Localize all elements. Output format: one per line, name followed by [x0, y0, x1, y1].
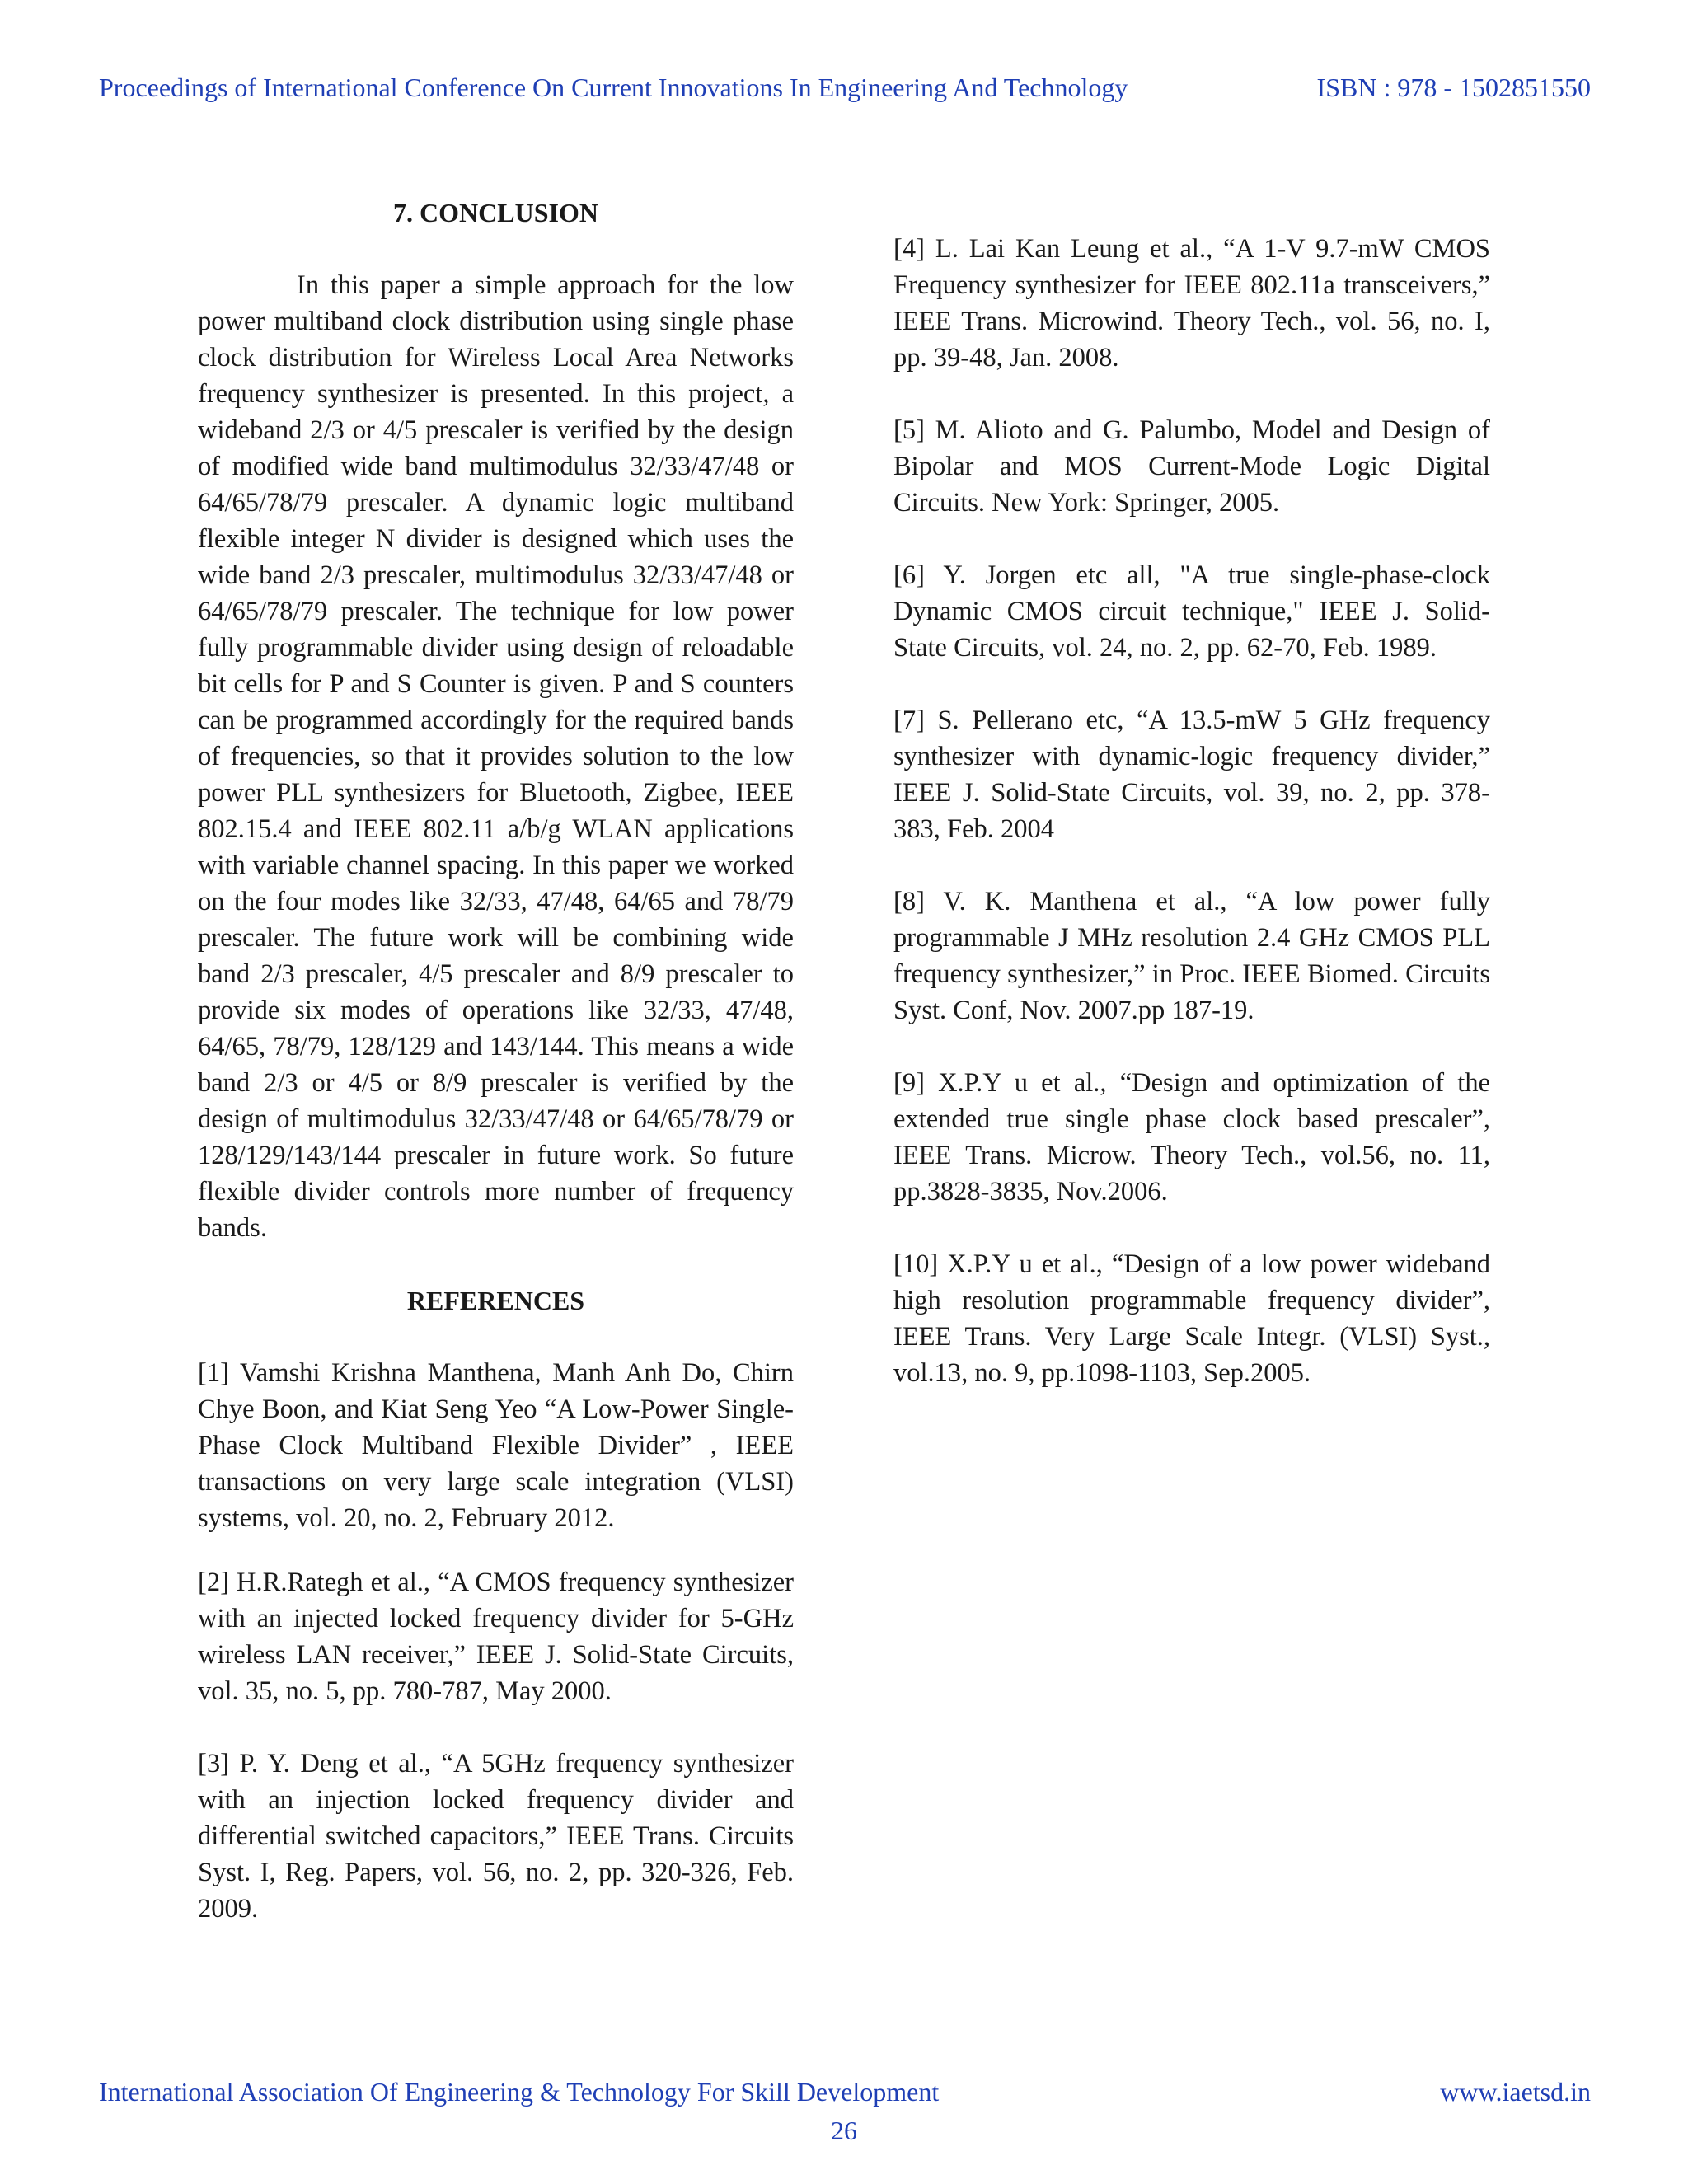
reference-item-6: [6] Y. Jorgen etc all, "A true single-phase-clock Dynamic CMOS circuit technique," IEEE J. Solid-State Circuits, vol. 24, no. 2, pp. 62-70, Feb. 1989. — [893, 560, 1490, 663]
reference-item-4: [4] L. Lai Kan Leung et al., “A 1-V 9.7-mW CMOS Frequency synthesizer for IEEE 802.11a transceivers,” IEEE Trans. Microwind. Theory Tech., vol. 56, no. I, pp. 39-48, Jan. 2008. — [893, 234, 1490, 373]
conclusion-paragraph: In this paper a simple approach for the low power multiband clock distribution using single phase clock distribution for Wireless Local Area Networks frequency synthesizer is presented. In this project, a wideband 2/3 or 4/5 prescaler is verified by the design of modified wide band multimodulus 32/33/47/48 or 64/65/78/79 prescaler. A dynamic logic multiband flexible integer N divider is designed which uses the wide band 2/3 prescaler, multimodulus 32/33/47/48 or 64/65/78/79 prescaler. The technique for low power fully programmable divider using design of reloadable bit cells for P and S Counter is given. P and S counters can be programmed accordingly for the required bands of frequencies, so that it provides solution to the low power PLL synthesizers for Bluetooth, Zigbee, IEEE 802.15.4 and IEEE 802.11 a/b/g WLAN applications with variable channel spacing. In this paper we worked on the four modes like 32/33, 47/48, 64/65 and 78/79 prescaler. The future work will be combining wide band 2/3 prescaler, 4/5 prescaler and 8/9 prescaler to provide six modes of operations like 32/33, 47/48, 64/65, 78/79, 128/129 and 143/144. This means a wide band 2/3 or 4/5 or 8/9 prescaler is verified by the design of multimodulus 32/33/47/48 or 64/65/78/79 or 128/129/143/144 prescaler in future work. So future flexible divider controls more number of frequency bands. — [198, 270, 794, 1243]
left-column — [198, 194, 794, 1927]
reference-item-9: [9] X.P.Y u et al., “Design and optimization of the extended true single phase clock based prescaler”, IEEE Trans. Microw. Theory Tech., vol.56, no. 11, pp.3828-3835, Nov.2006. — [893, 1068, 1490, 1207]
reference-item-8: [8] V. K. Manthena et al., “A low power fully programmable J MHz resolution 2.4 GHz CMOS PLL frequency synthesizer,” in Proc. IEEE Biomed. Circuits Syst. Conf, Nov. 2007.pp 187-19. — [893, 887, 1490, 1025]
references-heading: REFERENCES — [406, 1286, 585, 1315]
header-isbn: ISBN : 978 - 1502851550 — [1316, 73, 1591, 102]
footer-website[interactable]: www.iaetsd.in — [1440, 2077, 1591, 2107]
conclusion-heading: 7. CONCLUSION — [393, 198, 598, 227]
header-journal-title: Proceedings of International Conference On Current Innovations In Engineering And Technology — [99, 73, 1128, 102]
right-column — [893, 231, 1490, 1391]
reference-item-3: [3] P. Y. Deng et al., “A 5GHz frequency synthesizer with an injection locked frequency divider and differential switched capacitors,” IEEE Trans. Circuits Syst. I, Reg. Papers, vol. 56, no. 2, pp. 320-326, Feb. 2009. — [198, 1749, 794, 1924]
reference-item-5: [5] M. Alioto and G. Palumbo, Model and Design of Bipolar and MOS Current-Mode Logic Digital Circuits. New York: Springer, 2005. — [893, 415, 1490, 518]
reference-item-10: [10] X.P.Y u et al., “Design of a low power wideband high resolution programmable frequency divider”, IEEE Trans. Very Large Scale Integr. (VLSI) Syst., vol.13, no. 9, pp.1098-1103, Sep.2005. — [893, 1249, 1490, 1388]
reference-item-2: [2] H.R.Rategh et al., “A CMOS frequency synthesizer with an injected locked frequency divider for 5-GHz wireless LAN receiver,” IEEE J. Solid-State Circuits, vol. 35, no. 5, pp. 780-787, May 2000. — [198, 1568, 794, 1706]
footer-organization: International Association Of Engineering & Technology For Skill Development — [99, 2077, 940, 2107]
page-number: 26 — [831, 2116, 857, 2145]
reference-item-7: [7] S. Pellerano etc, “A 13.5-mW 5 GHz frequency synthesizer with dynamic-logic frequency divider,” IEEE J. Solid-State Circuits, vol. 39, no. 2, pp. 378-383, Feb. 2004 — [893, 705, 1490, 844]
reference-item-1: [1] Vamshi Krishna Manthena, Manh Anh Do, Chirn Chye Boon, and Kiat Seng Yeo “A Low-Power Single-Phase Clock Multiband Flexible Divider” , IEEE transactions on very large scale integration (VLSI) systems, vol. 20, no. 2, February 2012. — [198, 1358, 794, 1533]
